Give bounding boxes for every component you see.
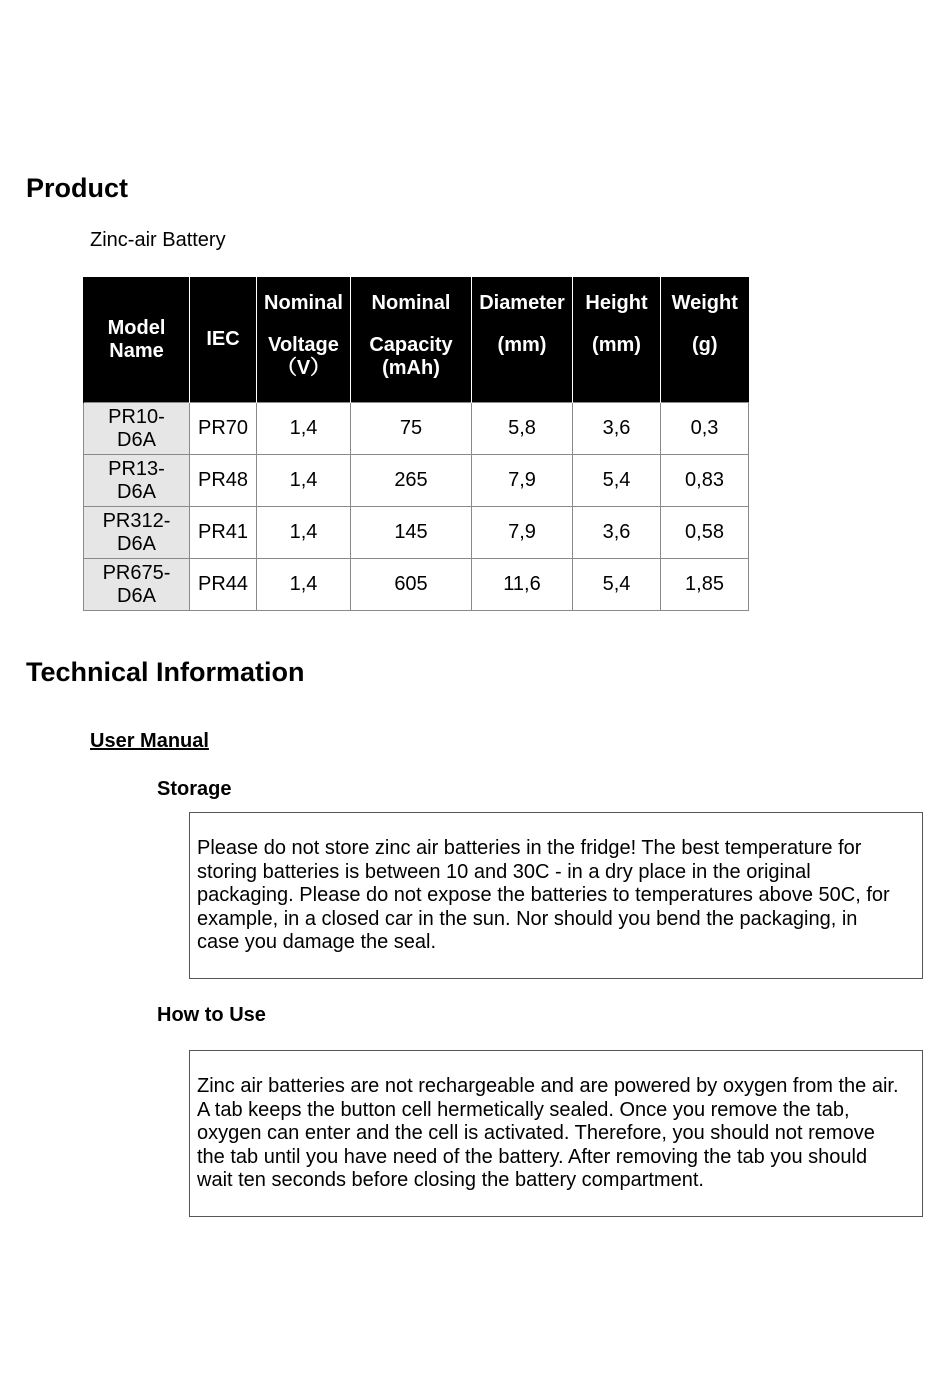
- cell-voltage: 1,4: [257, 403, 351, 455]
- how-to-use-line: Zinc air batteries are not rechargeable and are powered by oxygen from the air.: [197, 1075, 899, 1097]
- header-iec: IEC: [190, 277, 257, 403]
- product-subtitle: Zinc-air Battery: [90, 229, 226, 251]
- cell-model: PR13- D6A: [84, 455, 190, 507]
- table-row: [84, 455, 749, 507]
- user-manual-heading: User Manual: [90, 730, 209, 752]
- cell-weight: 0,58: [661, 507, 749, 559]
- header-model-name: Model Name: [84, 277, 190, 403]
- technical-info-heading: Technical Information: [26, 657, 305, 687]
- cell-weight: 0,83: [661, 455, 749, 507]
- storage-heading: Storage: [157, 778, 232, 800]
- cell-capacity: 605: [351, 559, 472, 611]
- cell-voltage: 1,4: [257, 455, 351, 507]
- battery-spec-table: [83, 277, 749, 611]
- table-row: [84, 507, 749, 559]
- cell-weight: 0,3: [661, 403, 749, 455]
- cell-weight: 1,85: [661, 559, 749, 611]
- table-row: [84, 559, 749, 611]
- product-heading: Product: [26, 173, 129, 203]
- how-to-use-text-box: [189, 1050, 923, 1217]
- cell-capacity: 265: [351, 455, 472, 507]
- cell-height: 3,6: [573, 507, 661, 559]
- cell-diameter: 7,9: [472, 455, 573, 507]
- how-to-use-line: A tab keeps the button cell hermetically sealed. Once you remove the tab,: [197, 1098, 850, 1121]
- cell-model: PR312- D6A: [84, 507, 190, 559]
- header-nominal-voltage: Nominal Voltage （V）: [257, 277, 351, 403]
- cell-model: PR10- D6A: [84, 403, 190, 455]
- how-to-use-line: wait ten seconds before closing the battery compartment.: [197, 1169, 704, 1192]
- how-to-use-line: oxygen can enter and the cell is activated. Therefore, you should not remove: [197, 1122, 875, 1145]
- how-to-use-line: the tab until you have need of the battery. After removing the tab you should: [197, 1145, 868, 1168]
- storage-text-box: [189, 812, 923, 979]
- cell-diameter: 7,9: [472, 507, 573, 559]
- cell-iec: PR44: [190, 559, 257, 611]
- storage-line: Please do not store zinc air batteries in the fridge! The best temperature for: [197, 837, 862, 859]
- cell-capacity: 75: [351, 403, 472, 455]
- table-header-row: [84, 277, 749, 403]
- header-weight: Weight (g): [661, 277, 749, 403]
- header-height: Height (mm): [573, 277, 661, 403]
- table-row: [84, 403, 749, 455]
- cell-capacity: 145: [351, 507, 472, 559]
- cell-voltage: 1,4: [257, 507, 351, 559]
- storage-line: example, in a closed car in the sun. Nor should you bend the packaging, in: [197, 907, 858, 930]
- header-nominal-capacity: Nominal Capacity (mAh): [351, 277, 472, 403]
- cell-height: 5,4: [573, 559, 661, 611]
- cell-model: PR675- D6A: [84, 559, 190, 611]
- how-to-use-heading: How to Use: [157, 1004, 266, 1026]
- cell-voltage: 1,4: [257, 559, 351, 611]
- cell-iec: PR48: [190, 455, 257, 507]
- cell-height: 5,4: [573, 455, 661, 507]
- storage-line: storing batteries is between 10 and 30C - in a dry place in the original: [197, 860, 811, 883]
- cell-diameter: 5,8: [472, 403, 573, 455]
- storage-line: case you damage the seal.: [197, 931, 437, 954]
- cell-iec: PR70: [190, 403, 257, 455]
- cell-diameter: 11,6: [472, 559, 573, 611]
- storage-line: packaging. Please do not expose the batteries to temperatures above 50C, for: [197, 884, 890, 907]
- cell-iec: PR41: [190, 507, 257, 559]
- header-diameter: Diameter (mm): [472, 277, 573, 403]
- cell-height: 3,6: [573, 403, 661, 455]
